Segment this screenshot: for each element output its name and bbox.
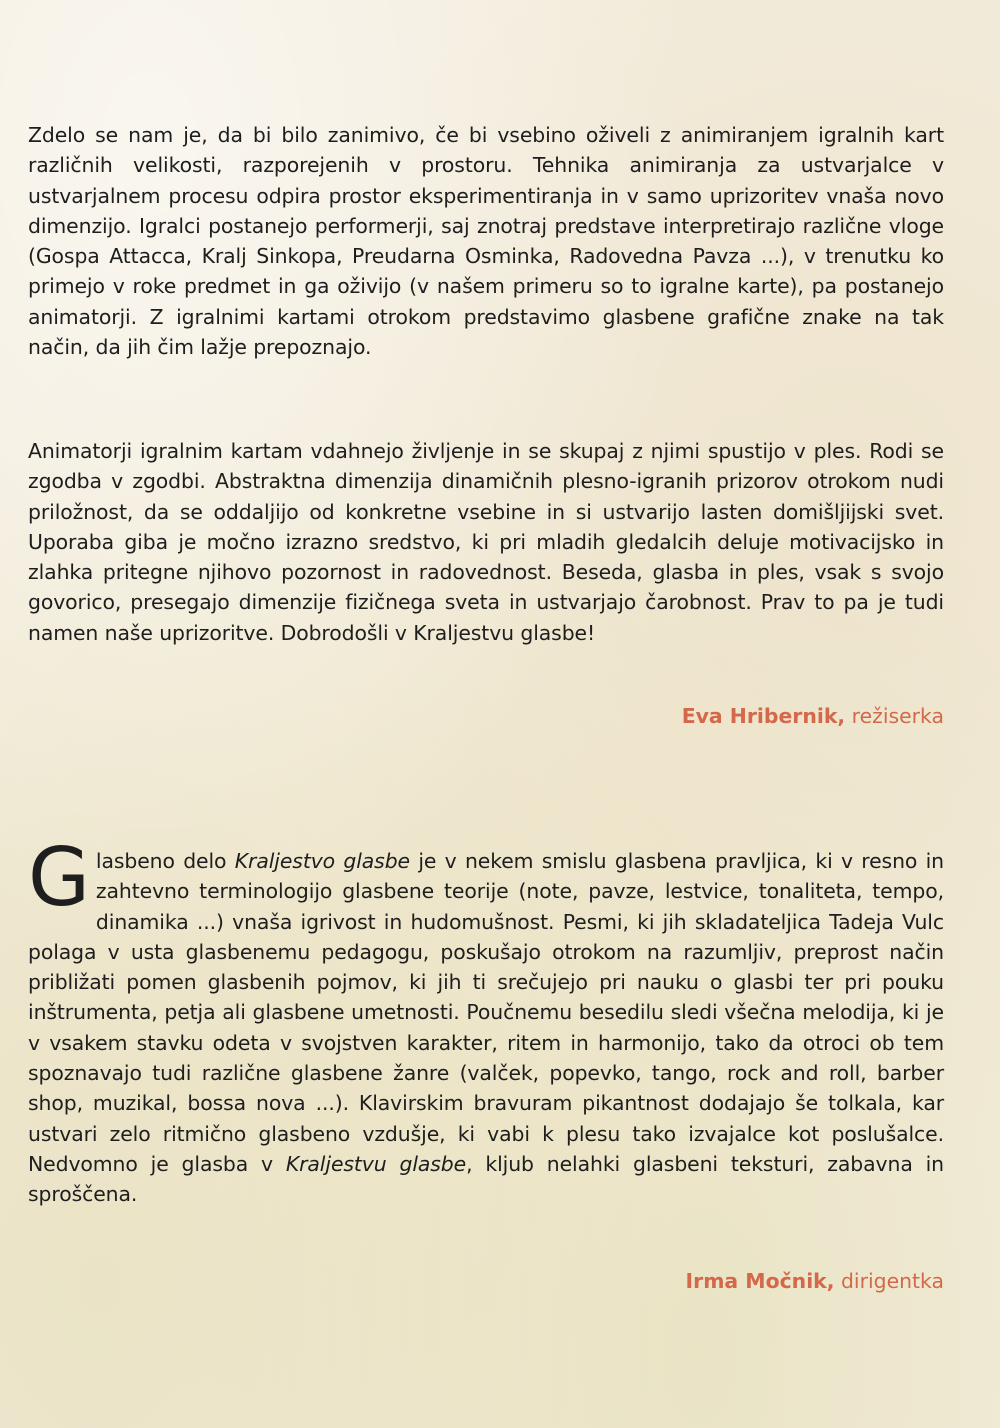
paragraph-music-part-b: je v nekem smislu glasbena pravljica, ki v resno in zahtevno terminologijo glasbene teorije (note, pavze, lestvice, tonaliteta, tempo, dinamika ...) vnaša igrivost in hudomušnost. Pesmi, ki jih skladateljica Tadeja Vulc polaga v usta glasbenemu pedagogu, poskušajo otrokom na razumljiv, preprost način približati pomen glasbenih pojmov, ki jih ti srečujejo pri nauku o glasbi ter pri pouku inštrumenta, petja ali glasbene umetnosti. Poučnemu besedilu sledi všečna melodija, ki je v vsakem stavku odeta v svojstven karakter, ritem in harmonijo, tako da otroci ob tem spoznavajo tudi različne glasbene žanre (valček, popevko, tango, rock and roll, barber shop, muzikal, bossa nova ...). Klavirskim bravuram pikantnost dodajajo še tolkala, kar ustvari zelo ritmično glasbeno vzdušje, ki vabi k plesu tako izvajalce kot poslušalce. Nedvomno je glasba v — [28, 849, 944, 1176]
paragraph-intro: Zdelo se nam je, da bi bilo zanimivo, če bi vsebino oživeli z animiranjem igralnih kart različnih velikosti, razporejenih v prostoru. Tehnika animiranja za ustvarjalce v ustvarjalnem procesu odpira prostor eksperimentiranja in v samo uprizoritev vnaša novo dimenzijo. Igralci postanejo performerji, saj znotraj predstave interpretirajo različne vloge (Gospa Attacca, Kralj Sinkopa, Preudarna Osminka, Radovedna Pavza ...), v trenutku ko primejo v roke predmet in ga oživijo (v našem primeru so to igralne karte), pa postanejo animatorji. Z igralnimi kartami otrokom predstavimo glasbene grafične znake na tak način, da jih čim lažje prepoznajo. — [28, 123, 944, 360]
signature-director-role: režiserka — [845, 704, 944, 728]
paragraph-music-part-a: lasbeno delo — [95, 849, 235, 873]
paragraph-animators: Animatorji igralnim kartam vdahnejo življenje in se skupaj z njimi spustijo v ples. Rodi se zgodba v zgodbi. Abstraktna dimenzija dinamičnih plesno-igranih prizorov otrokom nudi priložnost, da se oddaljijo od konkretne vsebine in si ustvarijo lasten domišljijski svet. Uporaba giba je močno izrazno sredstvo, ki pri mladih gledalcih deluje motivacijsko in zlahka pritegne njihovo pozornost in radovednost. Beseda, glasba in ples, vsak s svojo govorico, presegajo dimenzije fizičnega sveta in ustvarjajo čarobnost. Prav to pa je tudi namen naše uprizoritve. Dobrodošli v Kraljestvu glasbe! — [28, 439, 944, 645]
paragraph-music — [28, 831, 944, 1210]
signature-director-name: Eva Hribernik, — [681, 704, 846, 728]
paragraph-music-part-c: , kljub nelahki glasbeni teksturi, zabavna in sproščena. — [28, 1151, 944, 1207]
paragraph-music-title-a: Kraljestvo glasbe — [234, 849, 410, 873]
signature-conductor-name: Irma Močnik, — [685, 1269, 835, 1293]
signature-conductor — [28, 1266, 944, 1296]
paragraph-music-title-b: Kraljestvu glasbe — [285, 1151, 467, 1176]
dropcap-letter: G — [28, 831, 90, 924]
signature-conductor-role: dirigentka — [834, 1269, 944, 1293]
signature-director — [28, 701, 944, 731]
